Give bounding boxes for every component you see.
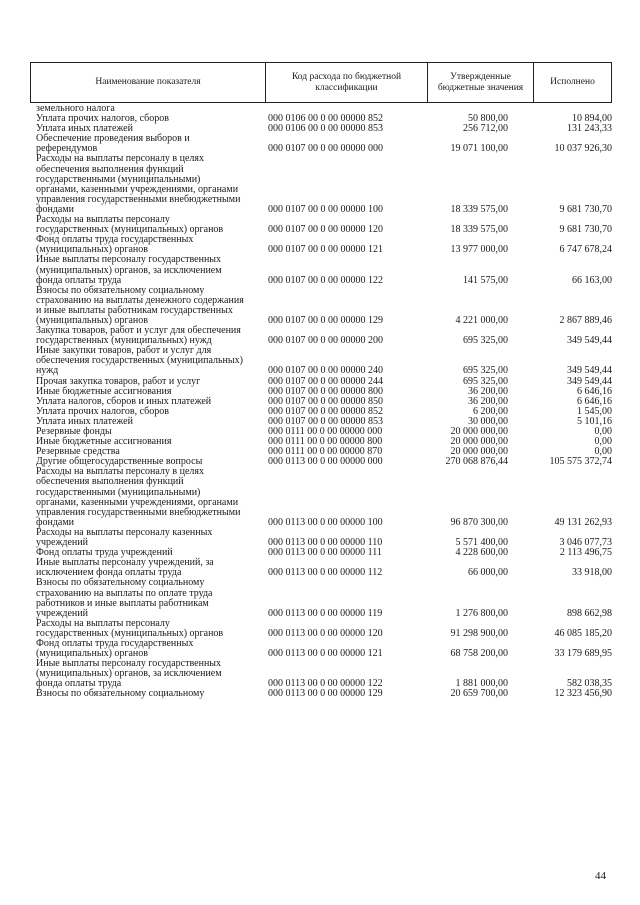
row-code: 000 0107 00 0 00 00000 850 <box>268 395 383 407</box>
row-code: 000 0107 00 0 00 00000 240 <box>268 365 383 377</box>
row-approved: 5 571 400,00 <box>455 537 508 549</box>
table-row <box>36 326 616 346</box>
row-executed: 9 681 730,70 <box>559 224 612 236</box>
row-code: 000 0107 00 0 00 00000 852 <box>268 405 383 417</box>
row-name-line: Иные выплаты персоналу учреждений, за <box>36 557 214 569</box>
header-name: Наименование показателя <box>95 77 201 87</box>
row-code: 000 0107 00 0 00 00000 800 <box>268 385 383 397</box>
row-name-line: учреждений <box>36 607 88 619</box>
row-name-line: нужд <box>36 365 59 377</box>
row-name-line: (муниципальных) органов <box>36 648 149 660</box>
row-name-line: обеспечения государственных (муниципальных) <box>36 355 243 367</box>
table-row <box>36 215 616 235</box>
row-name-line: Обеспечение проведения выборов и <box>36 133 190 145</box>
row-executed: 349 549,44 <box>567 375 612 387</box>
row-name-line: Взносы по обязательному социальному <box>36 688 205 700</box>
row-name-line: органами, казенными учреждениями, органами <box>36 183 239 195</box>
row-executed: 2 867 889,46 <box>559 314 612 326</box>
row-name-line: (муниципальных) органов <box>36 244 149 256</box>
row-executed: 46 085 185,20 <box>554 627 612 639</box>
row-name-line: органами, казенными учреждениями, органами <box>36 496 239 508</box>
row-executed: 33 179 689,95 <box>554 648 612 660</box>
row-code: 000 0113 00 0 00 00000 121 <box>268 648 383 660</box>
row-name-line: обеспечения выполнения функций <box>36 476 184 488</box>
row-approved: 96 870 300,00 <box>450 516 508 528</box>
row-executed: 0,00 <box>594 436 612 448</box>
row-name <box>36 326 264 346</box>
row-name-line: референдумов <box>36 143 98 155</box>
row-executed: 2 113 496,75 <box>559 547 612 559</box>
row-name <box>36 467 264 528</box>
row-approved: 13 977 000,00 <box>450 244 508 256</box>
row-name-line: работников и иные выплаты работникам <box>36 597 209 609</box>
row-name-line: земельного налога <box>36 103 115 114</box>
row-name-line: Иные бюджетные ассигнования <box>36 436 172 448</box>
row-executed: 10 037 926,30 <box>554 143 612 155</box>
row-name-line: государственными (муниципальными) <box>36 173 201 185</box>
row-executed: 0,00 <box>594 426 612 437</box>
row-executed: 131 243,33 <box>567 123 612 135</box>
row-name-line: Уплата иных платежей <box>36 415 133 427</box>
row-executed: 0,00 <box>594 446 612 458</box>
row-name-line: управления государственными внебюджетными <box>36 506 241 518</box>
row-name-line: управления государственными внебюджетными <box>36 193 241 205</box>
row-approved: 20 000 000,00 <box>450 446 508 458</box>
row-name-line: Прочая закупка товаров, работ и услуг <box>36 375 201 387</box>
row-name <box>36 235 264 255</box>
row-code: 000 0107 00 0 00 00000 122 <box>268 274 383 286</box>
row-name-line: Иные закупки товаров, работ и услуг для <box>36 345 212 357</box>
row-code: 000 0106 00 0 00 00000 852 <box>268 113 383 125</box>
row-approved: 695 325,00 <box>463 375 508 387</box>
row-name-line: Иные бюджетные ассигнования <box>36 385 172 397</box>
row-name-line: Расходы на выплаты персоналу в целях <box>36 153 204 165</box>
row-name <box>36 558 264 578</box>
row-executed: 10 894,00 <box>572 113 612 125</box>
row-name-line: Уплата иных платежей <box>36 123 133 135</box>
table-row <box>36 255 616 285</box>
row-code: 000 0111 00 0 00 00000 800 <box>268 436 383 448</box>
row-name <box>36 528 264 548</box>
row-name-line: фонда оплаты труда <box>36 678 122 690</box>
row-approved: 20 000 000,00 <box>450 436 508 448</box>
table-row <box>36 235 616 255</box>
table-row <box>36 467 616 528</box>
row-name <box>36 619 264 639</box>
row-executed: 582 038,35 <box>567 678 612 690</box>
row-approved: 18 339 575,00 <box>450 203 508 215</box>
row-approved: 695 325,00 <box>463 335 508 347</box>
table-row <box>36 639 616 659</box>
row-code: 000 0107 00 0 00 00000 000 <box>268 143 383 155</box>
row-name-line: Взносы по обязательному социальному <box>36 284 205 296</box>
row-approved: 4 221 000,00 <box>455 314 508 326</box>
row-approved: 36 200,00 <box>468 385 508 397</box>
row-name <box>36 134 264 154</box>
row-code: 000 0106 00 0 00 00000 853 <box>268 123 383 135</box>
table-row <box>36 619 616 639</box>
row-name-line: страхованию на выплаты по оплате труда <box>36 587 213 599</box>
row-code: 000 0107 00 0 00 00000 100 <box>268 203 383 215</box>
row-approved: 68 758 200,00 <box>450 648 508 660</box>
row-code: 000 0111 00 0 00 00000 870 <box>268 446 383 458</box>
row-name-line: государственных (муниципальных) органов <box>36 224 224 236</box>
row-approved: 256 712,00 <box>463 123 508 135</box>
row-name-line: Расходы на выплаты персоналу в целях <box>36 466 204 478</box>
row-name-line: Уплата налогов, сборов и иных платежей <box>36 395 212 407</box>
row-name-line: Иные выплаты персоналу государственных <box>36 658 222 670</box>
row-code: 000 0113 00 0 00 00000 111 <box>268 547 382 559</box>
row-code: 000 0113 00 0 00 00000 119 <box>268 607 383 619</box>
row-code: 000 0107 00 0 00 00000 129 <box>268 314 383 326</box>
row-name <box>36 578 264 618</box>
row-name-line: фондами <box>36 203 75 215</box>
row-name-line: Иные выплаты персоналу государственных <box>36 254 222 266</box>
row-code: 000 0113 00 0 00 00000 129 <box>268 688 383 700</box>
row-name-line: обеспечения выполнения функций <box>36 163 184 175</box>
row-name-line: (муниципальных) органов <box>36 314 149 326</box>
row-name <box>36 154 264 215</box>
row-name-line: (муниципальных) органов, за исключением <box>36 264 222 276</box>
row-name-line: Фонд оплаты труда учреждений <box>36 547 173 559</box>
row-executed: 12 323 456,90 <box>554 688 612 700</box>
row-approved: 1 881 000,00 <box>455 678 508 690</box>
row-name <box>36 215 264 235</box>
row-approved: 20 659 700,00 <box>450 688 508 700</box>
row-approved: 695 325,00 <box>463 365 508 377</box>
row-name-line: Расходы на выплаты персоналу <box>36 214 170 226</box>
table-row <box>36 286 616 326</box>
row-name <box>36 346 264 376</box>
row-name-line: фонда оплаты труда <box>36 274 122 286</box>
row-name <box>36 639 264 659</box>
row-name-line: и иные выплаты работникам государственных <box>36 304 233 316</box>
row-code: 000 0113 00 0 00 00000 120 <box>268 627 383 639</box>
row-approved: 1 276 800,00 <box>455 607 508 619</box>
row-name-line: Закупка товаров, работ и услуг для обеспечения <box>36 325 241 337</box>
row-approved: 20 000 000,00 <box>450 426 508 437</box>
row-name <box>36 659 264 689</box>
table-row <box>36 528 616 548</box>
table-body <box>36 104 616 700</box>
page-number: 44 <box>595 870 606 882</box>
row-approved: 270 068 876,44 <box>445 456 508 468</box>
row-name-line: (муниципальных) органов, за исключением <box>36 668 222 680</box>
row-code: 000 0113 00 0 00 00000 100 <box>268 516 383 528</box>
row-code: 000 0113 00 0 00 00000 122 <box>268 678 383 690</box>
row-name <box>36 286 264 326</box>
table-row <box>36 134 616 154</box>
row-name-line: Взносы по обязательному социальному <box>36 577 205 589</box>
row-executed: 3 046 077,73 <box>559 537 612 549</box>
row-name-line: учреждений <box>36 537 88 549</box>
header-executed: Исполнено <box>550 77 595 87</box>
table-row <box>36 558 616 578</box>
row-name <box>36 689 264 699</box>
row-name <box>36 255 264 285</box>
row-name-line: Фонд оплаты труда государственных <box>36 234 194 246</box>
row-code: 000 0113 00 0 00 00000 000 <box>268 456 383 468</box>
row-name-line: Другие общегосударственные вопросы <box>36 456 203 468</box>
row-name-line: Уплата прочих налогов, сборов <box>36 113 169 125</box>
header-approved: Утвержденные бюджетные значения <box>437 71 524 93</box>
table-row <box>36 578 616 618</box>
table-row <box>36 154 616 215</box>
table-row <box>36 689 616 699</box>
row-executed: 5 101,16 <box>577 415 612 427</box>
row-executed: 6 747 678,24 <box>559 244 612 256</box>
row-name-line: Расходы на выплаты персоналу <box>36 617 170 629</box>
row-executed: 49 131 262,93 <box>554 516 612 528</box>
table-row <box>36 346 616 376</box>
row-executed: 6 646,16 <box>577 395 612 407</box>
row-code: 000 0107 00 0 00 00000 200 <box>268 335 383 347</box>
row-executed: 66 163,00 <box>572 274 612 286</box>
row-name-line: государственными (муниципальными) <box>36 486 201 498</box>
table-header <box>30 62 612 103</box>
row-name-line: государственных (муниципальных) нужд <box>36 335 212 347</box>
row-name-line: Резервные фонды <box>36 426 112 437</box>
row-executed: 105 575 372,74 <box>549 456 612 468</box>
row-approved: 141 575,00 <box>463 274 508 286</box>
row-approved: 30 000,00 <box>468 415 508 427</box>
row-approved: 19 071 100,00 <box>450 143 508 155</box>
row-executed: 6 646,16 <box>577 385 612 397</box>
row-name-line: страхованию на выплаты денежного содержания <box>36 294 244 306</box>
row-name-line: Расходы на выплаты персоналу казенных <box>36 526 213 538</box>
row-name-line: Уплата прочих налогов, сборов <box>36 405 169 417</box>
row-executed: 349 549,44 <box>567 365 612 377</box>
row-executed: 9 681 730,70 <box>559 203 612 215</box>
row-approved: 18 339 575,00 <box>450 224 508 236</box>
row-approved: 4 228 600,00 <box>455 547 508 559</box>
table-row <box>36 659 616 689</box>
row-name-line: Фонд оплаты труда государственных <box>36 637 194 649</box>
row-code: 000 0113 00 0 00 00000 112 <box>268 567 383 579</box>
row-name-line: Резервные средства <box>36 446 120 458</box>
row-name-line: государственных (муниципальных) органов <box>36 627 224 639</box>
row-code: 000 0107 00 0 00 00000 120 <box>268 224 383 236</box>
row-code: 000 0107 00 0 00 00000 244 <box>268 375 383 387</box>
row-code: 000 0107 00 0 00 00000 121 <box>268 244 383 256</box>
row-approved: 50 800,00 <box>468 113 508 125</box>
row-executed: 1 545,00 <box>577 405 612 417</box>
header-code: Код расхода по бюджетной классификации <box>291 71 402 93</box>
row-executed: 33 918,00 <box>572 567 612 579</box>
row-executed: 898 662,98 <box>567 607 612 619</box>
row-code: 000 0113 00 0 00 00000 110 <box>268 537 383 549</box>
row-approved: 91 298 900,00 <box>450 627 508 639</box>
row-approved: 66 000,00 <box>468 567 508 579</box>
row-executed: 349 549,44 <box>567 335 612 347</box>
row-code: 000 0107 00 0 00 00000 853 <box>268 415 383 427</box>
row-approved: 6 200,00 <box>473 405 508 417</box>
row-approved: 36 200,00 <box>468 395 508 407</box>
row-code: 000 0111 00 0 00 00000 000 <box>268 426 383 437</box>
row-name-line: фондами <box>36 516 75 528</box>
row-name-line: исключением фонда оплаты труда <box>36 567 182 579</box>
